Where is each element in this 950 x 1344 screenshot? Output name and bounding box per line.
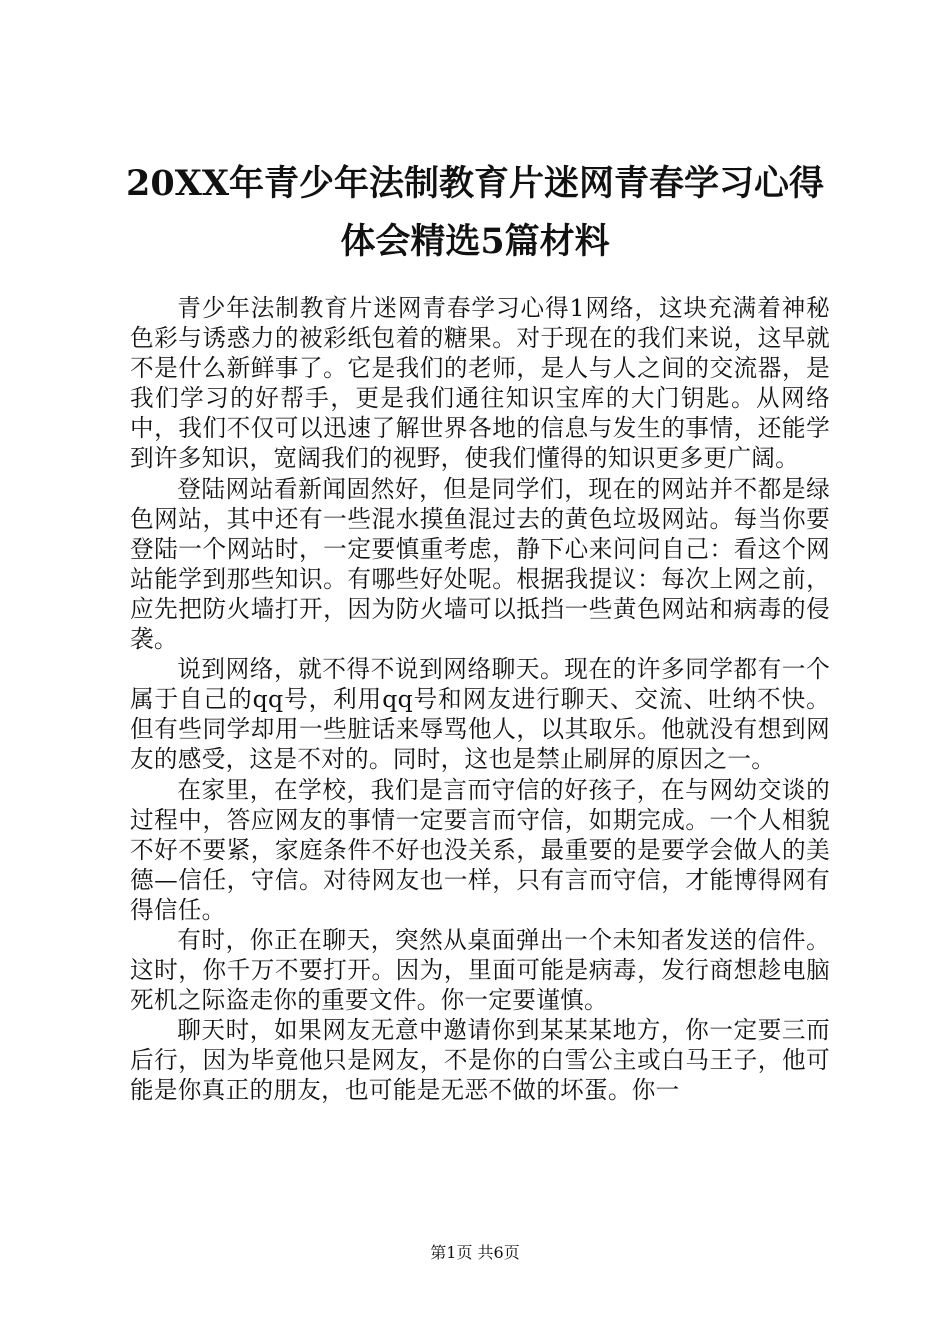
document-title-line-2: 体会精选5篇材料	[340, 221, 610, 262]
body-paragraph-6: 聊天时，如果网友无意中邀请你到某某某地方，你一定要三而后行，因为毕竟他只是网友，不是你的白雪公主或白马王子，他可能是你真正的朋友，也可能是无恶不做的坏蛋。你一	[130, 1016, 830, 1105]
body-paragraph-1: 青少年法制教育片迷网青春学习心得1网络，这块充满着神秘色彩与诱惑力的被彩纸包着的糖果。对于现在的我们来说，这早就不是什么新鲜事了。它是我们的老师，是人与人之间的交流器，是我们学习的好帮手，更是我们通往知识宝库的大门钥匙。从网络中，我们不仅可以迅速了解世界各地的信息与发生的事情，还能学到许多知识，宽阔我们的视野，使我们懂得的知识更多更广阔。	[130, 294, 830, 473]
document-body	[130, 293, 830, 1106]
body-paragraph-2: 登陆网站看新闻固然好，但是同学们，现在的网站并不都是绿色网站，其中还有一些混水摸鱼混过去的黄色垃圾网站。每当你要登陆一个网站时，一定要慎重考虑，静下心来问问自己：看这个网站能学到那些知识。有哪些好处呢。根据我提议：每次上网之前，应先把防火墙打开，因为防火墙可以抵挡一些黄色网站和病毒的侵袭。	[130, 474, 830, 654]
body-paragraph-5: 有时，你正在聊天，突然从桌面弹出一个未知者发送的信件。这时，你千万不要打开。因为，里面可能是病毒，发行商想趁电脑死机之际盗走你的重要文件。你一定要谨慎。	[130, 925, 830, 1015]
document-title-line-1: 20XX年青少年法制教育片迷网青春学习心得	[125, 163, 825, 204]
page-number-footer: 第1页 共6页	[430, 1243, 520, 1262]
body-paragraph-3: 说到网络，就不得不说到网络聊天。现在的许多同学都有一个属于自己的qq号，利用qq号和网友进行聊天、交流、吐纳不快。但有些同学却用一些脏话来辱骂他人，以其取乐。他就没有想到网友的感受，这是不对的。同时，这也是禁止刷屏的原因之一。	[130, 655, 830, 774]
body-paragraph-4: 在家里，在学校，我们是言而守信的好孩子，在与网幼交谈的过程中，答应网友的事情一定要言而守信，如期完成。一个人相貌不好不要紧，家庭条件不好也没关系，最重要的是要学会做人的美德—信任，守信。对待网友也一样，只有言而守信，才能博得网有得信任。	[130, 775, 830, 924]
